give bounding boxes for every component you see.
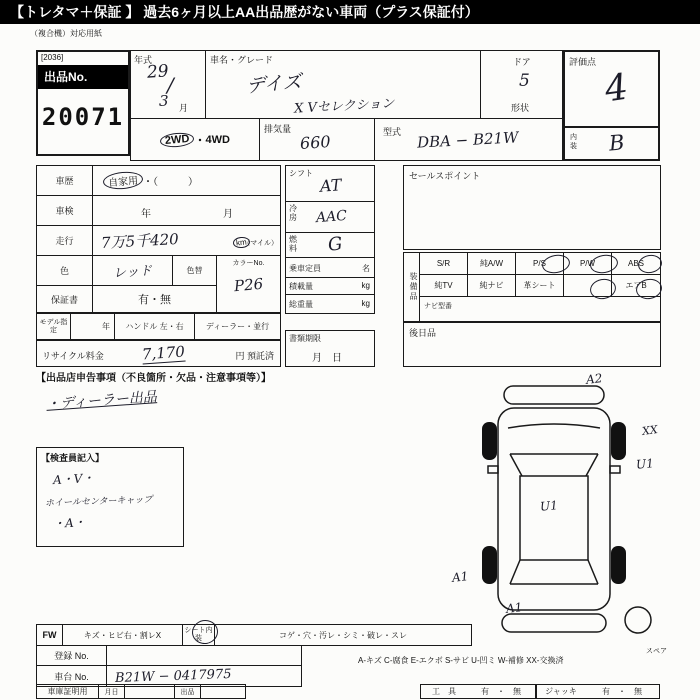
interior-label: 内装	[570, 134, 577, 150]
paper-note: （複合機）対応用紙	[30, 29, 102, 38]
inspection-year-label: 年	[141, 209, 151, 220]
lot-number: 20071	[41, 103, 125, 131]
recycle-label: リサイクル料金	[42, 351, 104, 361]
vehicle-box	[205, 50, 481, 119]
docs-box	[285, 330, 375, 367]
warranty-value: 有・無	[138, 294, 171, 306]
equipment-label: 装備品	[404, 253, 420, 321]
garage-cert-row	[36, 684, 246, 699]
shape-label: 形状	[511, 103, 530, 113]
seat-damage-options: コゲ・穴・汚レ・シミ・破レ・スレ	[279, 630, 407, 640]
equip-aw: 純A/W	[468, 253, 516, 274]
docs-label: 書類期限	[289, 334, 321, 343]
hand-circle-mark	[160, 131, 196, 148]
year-slash: /	[167, 73, 174, 97]
shift-box	[285, 165, 375, 202]
lot-number-box	[36, 50, 130, 156]
tools-value: 有 ・ 無	[481, 687, 521, 696]
month-label: 月	[179, 103, 189, 113]
color-no-label: カラーNo.	[232, 260, 265, 267]
sales-point-label: セールスポイント	[409, 171, 481, 181]
capacity-unit: 名	[362, 264, 370, 273]
fuel-value: G	[326, 233, 344, 256]
displacement-value: 660	[299, 131, 332, 154]
drive-4wd: 4WD	[205, 133, 230, 146]
equip-tv: 純TV	[420, 275, 468, 296]
load-label: 積載量	[289, 282, 313, 291]
jack-row	[536, 684, 660, 699]
fuel-label: 燃料	[289, 235, 297, 253]
inspector-box	[36, 447, 184, 547]
equip-abs: ABS	[627, 259, 644, 268]
weight-row	[285, 294, 375, 314]
lot-code: [2036]	[41, 53, 64, 62]
color-row	[36, 255, 217, 286]
vehicle-name: デイズ	[245, 70, 303, 98]
ac-box	[285, 201, 375, 233]
interior-box	[563, 126, 660, 161]
color-value: レッド	[112, 263, 153, 282]
displacement-box	[259, 118, 375, 161]
recycle-unit: 円 預託済	[235, 351, 274, 361]
vehicle-label: 車名・グレード	[210, 55, 274, 65]
equip-pw: P/W	[564, 253, 612, 274]
equip-ps: P/S	[516, 253, 564, 274]
equip-airbag: エアB	[625, 281, 647, 290]
registration-row	[36, 645, 302, 666]
model-spec-year: 年	[71, 314, 115, 339]
model-spec-handle: ハンドル 左・右	[115, 314, 195, 339]
fw-label: FW	[37, 625, 63, 645]
model-code-value: DBA − B21W	[416, 128, 519, 152]
year-box	[130, 50, 206, 119]
later-items-box	[403, 322, 661, 367]
displacement-label: 排気量	[264, 124, 292, 134]
later-items-label: 後日品	[409, 328, 437, 338]
inspection-label: 車検	[37, 196, 93, 225]
weight-unit: kg	[361, 299, 370, 308]
top-banner: 【トレタマ＋保証 】 過去6ヶ月以上AA出品歴がない車両（プラス保証付）	[0, 0, 700, 24]
mileage-row	[36, 225, 281, 256]
damage-mark-a1-left: A1	[451, 569, 469, 585]
vehicle-grade: X Vセレクション	[293, 96, 395, 117]
garage-cert-label: 車庫証明用	[37, 685, 99, 698]
docs-value: 月 日	[312, 353, 342, 364]
model-code-box	[374, 118, 563, 161]
door-box	[480, 50, 563, 119]
drive-sep: ・	[194, 134, 206, 147]
jack-value: 有 ・ 無	[602, 687, 642, 696]
score-value: 4	[602, 66, 631, 111]
history-row	[36, 165, 281, 196]
fw-row	[36, 624, 472, 646]
inspector-label: 【検査員記入】	[41, 453, 105, 463]
door-label: ドア	[513, 57, 531, 67]
inspection-row	[36, 195, 281, 226]
sales-point-box	[403, 165, 661, 250]
color-label: 色	[37, 256, 93, 285]
score-label: 評価点	[569, 57, 597, 67]
inspector-line-2: ホイールセンターキャップ	[44, 495, 153, 509]
seller-note-value: ・ディーラー出品	[45, 389, 158, 413]
load-row	[285, 277, 375, 295]
equip-sr: S/R	[420, 253, 468, 274]
mileage-label: 走行	[37, 226, 93, 255]
model-spec-label: モデル指定	[37, 314, 71, 339]
color-no-box	[216, 255, 281, 313]
ac-label: 冷房	[289, 204, 297, 222]
capacity-label: 乗車定員	[289, 264, 321, 273]
drive-box	[130, 118, 260, 161]
recycle-row	[36, 340, 281, 367]
garage-date-label: 月日	[99, 685, 125, 698]
navi-model-label: ナビ型番	[424, 303, 452, 310]
mileage-mile-unit: （マイル）	[243, 240, 278, 247]
damage-mark-u1-right: U1	[635, 456, 655, 472]
equip-navi: 純ナビ	[468, 275, 516, 296]
registration-label: 登録 No.	[37, 646, 107, 665]
color-no-value: P26	[233, 274, 264, 296]
weight-label: 総重量	[289, 300, 313, 309]
load-unit: kg	[361, 281, 370, 290]
damage-mark-xx: XX	[641, 422, 659, 439]
seller-note-label: 【出品店申告事項（不良箇所・欠品・注意事項等）】	[36, 373, 271, 384]
jack-label: ジャッキ	[545, 687, 577, 696]
warranty-row	[36, 285, 217, 313]
mileage-km-unit: km	[235, 237, 248, 248]
interior-value: B	[607, 130, 626, 156]
tools-label: 工 具	[432, 687, 456, 696]
recycle-value: 7,170	[141, 342, 186, 364]
damage-mark-a2: A2	[585, 371, 603, 387]
history-label: 車歴	[37, 166, 93, 195]
drive-2wd: 2WD	[164, 132, 190, 147]
inspection-month-label: 月	[223, 209, 233, 220]
seat-label: シート内装	[183, 625, 215, 645]
tools-row	[420, 684, 536, 699]
mileage-value: 7万5千420	[100, 229, 180, 253]
year-label: 年式	[134, 55, 153, 65]
door-value: 5	[519, 71, 530, 91]
chassis-label: 車台 No.	[37, 666, 107, 686]
capacity-row	[285, 257, 375, 278]
model-spec-dealer: ディーラー・並行	[205, 322, 270, 331]
ac-value: AAC	[315, 207, 348, 227]
shift-label: シフト	[289, 169, 313, 178]
inspector-line-3: ・A・	[52, 515, 87, 531]
model-spec-row	[36, 313, 281, 340]
equip-leather: 革シート	[516, 275, 564, 296]
equipment-box	[403, 252, 661, 322]
fuel-box	[285, 232, 375, 258]
history-value: 自家用	[107, 175, 139, 190]
lot-label: 出品No.	[38, 65, 128, 89]
history-paren: ・（ ）	[143, 177, 198, 188]
damage-mark-u1-center: U1	[539, 498, 559, 514]
warranty-label: 保証書	[37, 286, 93, 312]
inspector-line-1: A・V・	[52, 470, 95, 488]
damage-legend: A-キズ C-腐食 E-エクボ S-サビ U-凹ミ W-補修 XX-交換済	[358, 656, 564, 665]
color-change-label: 色替	[186, 266, 203, 275]
score-box	[563, 50, 660, 128]
garage-exhibit-label: 出品	[175, 685, 201, 698]
year-value: 29	[146, 61, 170, 83]
damage-mark-a1-bottom: A1	[505, 600, 523, 616]
chassis-value: B21W − 0417975	[114, 666, 232, 686]
model-code-label: 型式	[383, 127, 402, 137]
shift-value: AT	[319, 175, 342, 196]
month-value: 3	[159, 92, 169, 110]
fw-glass-damage: キズ・ヒビ右・割レX	[63, 625, 183, 645]
hand-circle-mark	[102, 170, 143, 190]
spare-tire-label: スペア	[646, 648, 667, 655]
